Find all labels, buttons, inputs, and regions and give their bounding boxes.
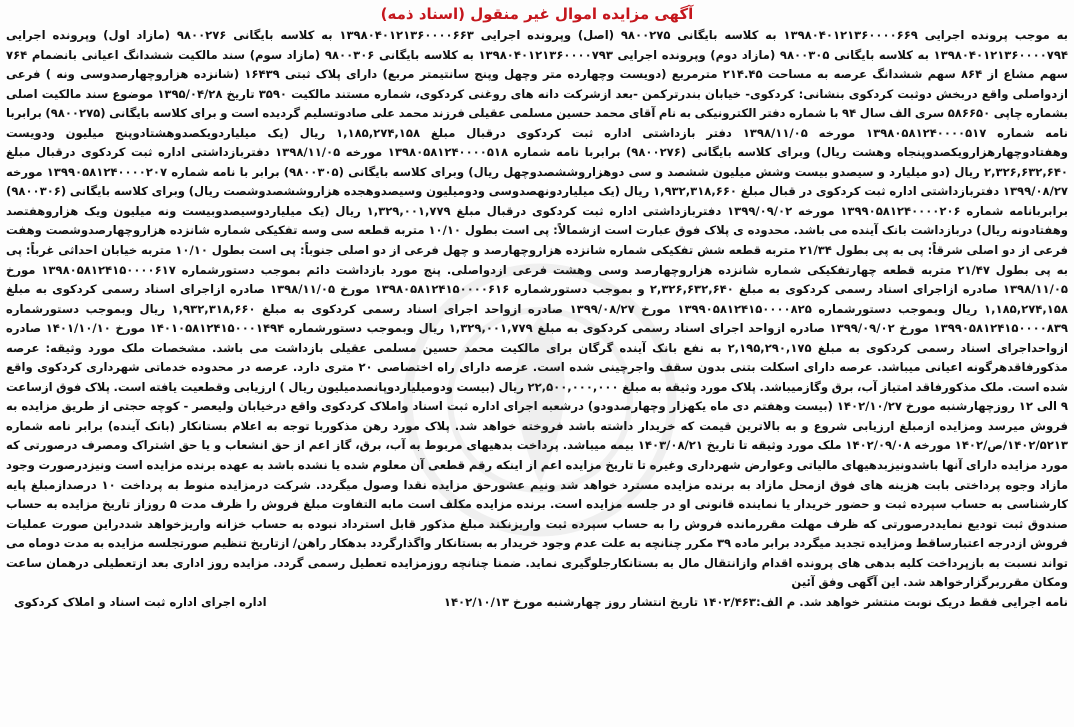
notice-signature: اداره اجرای اداره ثبت اسناد و املاک کردکوی: [14, 594, 267, 609]
notice-body: به موجب پرونده اجرایی ۱۳۹۸۰۴۰۱۲۱۳۶۰۰۰۰۶۶۹ به کلاسه بایگانی ۹۸۰۰۲۷۵ (اصل) وپرونده اجرایی ۱۳۹۸۰۴۰۱۲۱۳۶۰۰۰۰۶۶۳ به کلاسه بایگانی ۹۸۰۰۲۷۶ (مازاد اول) وپرونده اجرایی ۱۳۹۸۰۴۰۱۲۱۳۶۰۰۰۰۷۹۴ به کلاسه بایگانی ۹۸۰۰۳۰۵ (مازاد دوم) وپرونده اجرایی ۱۳۹۸۰۴۰۱۲۱۳۶۰۰۰۰۷۹۳ به کلاسه بایگانی ۹۸۰۰۳۰۶ (مازاد سوم) سند مالکیت ششدانگ اعیانی بانضمام ۷۶۴ سهم مشاع از ۸۶۴ سهم ششدانگ عرصه به مساحت ۲۱۴.۴۵ مترمربع (دویست وچهارده متر وچهل وپنج سانتیمتر مربع) دارای پلاک ثبتی ۱۶۴۳۹ (شانزده هزاروچهارصدوسی ونه ) فرعی ازدواصلی واقع دربخش دوثبت کردکوی بنشانی: کردکوی- خیابان بندرترکمن -بعد ازشرکت دانه های روغنی کردکوی، شماره مستند مالکیت ۳۵۹۰ تاریخ ۱۳۹۵/۰۴/۲۸ موضوع سند مالکیت اصلی بشماره چاپی ۵۸۶۶۵۰ سری الف سال ۹۴ با شماره دفتر الکترونیکی به نام آقای محمد حسین مسلمی عقیلی فرزند محمد علی صادوتسلیم گردیده است و برای کلاسه بایگانی (۹۸۰۰۲۷۵) برابربا نامه شماره ۱۳۹۸۰۵۸۱۲۴۰۰۰۰۵۱۷ مورخه ۱۳۹۸/۱۱/۰۵ دفتر بازداشتی اداره ثبت کردکوی درقبال مبلغ ۱,۱۸۵,۲۷۴,۱۵۸ ریال (یک میلیاردویکصدوهشتادوپنج میلیون ودویست وهفتادوچهارهزارویکصدوپنجاه وهشت ریال) وبرای کلاسه بایگانی (۹۸۰۰۲۷۶) برابربا نامه شماره ۱۳۹۸۰۵۸۱۲۴۰۰۰۰۵۱۸ مورخه ۱۳۹۸/۱۱/۰۵ دفتربازداشتی اداره ثبت کردکوی درقبال مبلغ ۲,۳۲۶,۶۳۲,۶۴۰ ریال (دو میلیارد و سیصدو بیست وشش میلیون ششصد و سی دوهزاروششصدوچهل ریال) وبرای کلاسه بایگانی (۹۸۰۰۳۰۵) برابر با نامه شماره ۱۳۹۹۰۵۸۱۲۴۰۰۰۰۲۰۷ مورخه ۱۳۹۹/۰۸/۲۷ دفتربازداشتی اداره ثبت کردکوی در قبال مبلغ ۱,۹۳۲,۳۱۸,۶۶۰ ریال (یک میلیاردونهصدوسی ودومیلیون وسیصدوهجده هزاروششصدوشصت ریال) وبرای کلاسه بایگانی (۹۸۰۰۳۰۶) برابربانامه شماره ۱۳۹۹۰۵۸۱۲۴۰۰۰۰۲۰۶ مورخه ۱۳۹۹/۰۹/۰۲ دفتربازداشتی اداره ثبت کردکوی درقبال مبلغ ۱,۳۲۹,۰۰۱,۷۷۹ ریال (یک میلیاردوسیصدوبیست ونه میلیون ویک هزاروهفتصد وهفتادونه ریال) دربازداشت بانک آینده می باشد. محدوده ی پلاک فوق عبارت است ازشمالاً: پی است بطول ۱۰/۱۰ متربه قطعه سی وسه تفکیکی شماره شانزده هزاروچهارصدوشصت وهفت فرعی از دو اصلی شرقاً: پی به پی بطول ۲۱/۳۴ متربه قطعه شش تفکیکی شماره شانزده هزاروچهارصد و چهل فرعی از دو اصلی جنوباً: پی است بطول ۱۰/۱۰ متربه خیابان احداثی غرباً: پی به پی بطول ۲۱/۴۷ متربه قطعه چهارتفکیکی شماره شانزده هزاروچهارصد وسی وهشت فرعی ازدواصلی. پنج مورد بازداشت دائم بموجب دستورشماره ۱۳۹۸۰۵۸۱۲۴۱۵۰۰۰۰۶۱۷ مورخ ۱۳۹۸/۱۱/۰۵ صادره ازاجرای اسناد رسمی کردکوی به مبلغ ۲,۳۲۶,۶۳۲,۶۴۰ و بموجب دستورشماره ۱۳۹۸۰۵۸۱۲۴۱۵۰۰۰۰۶۱۶ مورخ ۱۳۹۸/۱۱/۰۵ صادره ازاجرای اسناد رسمی کردکوی به مبلغ ۱,۱۸۵,۲۷۴,۱۵۸ ریال وبموجب دستورشماره ۱۳۹۹۰۵۸۱۲۴۱۵۰۰۰۰۸۲۵ مورخ ۱۳۹۹/۰۸/۲۷ صادره ازواحد اجرای اسناد رسمی کردکوی به مبلغ ۱,۹۳۲,۳۱۸,۶۶۰ ریال وبموجب دستورشماره ۱۳۹۹۰۵۸۱۲۴۱۵۰۰۰۰۸۳۹ مورخ ۱۳۹۹/۰۹/۰۲ صادره ازواحد اجرای اسناد رسمی کردکوی به مبلغ ۱,۳۲۹,۰۰۱,۷۷۹ ریال وبموجب دستورشماره ۱۴۰۱۰۵۸۱۲۴۱۵۰۰۰۱۴۹۴ مورخ ۱۴۰۱/۱۰/۱۰ صادره ازواحداجرای اسناد رسمی کردکوی به مبلغ ۲,۱۹۵,۲۹۰,۱۷۵ به نفع بانک آینده گرگان برای مالکیت محمد حسین مسلمی عقیلی بازداشت می باشد. مشخصات ملک مورد وثیقه: عرصه مذکورفاقدهرگونه اعیانی میباشد. عرصه دارای اسکلت بتنی بدون سقف واجرچینی شده است. عرصه دارای راه اختصاصی ۲۰ متری دارد. عرصه در محدوده خدماتی شهرداری کردکوی واقع شده است. ملک مذکورفاقد امتیاز آب، برق وگازمیباشد. پلاک مورد وثیقه به مبلغ ۲۲,۵۰۰,۰۰۰,۰۰۰ ریال (بیست ودومیلیاردوپانصدمیلیون ریال ) ارزیابی وقطعیت یافته است. پلاک فوق ازساعت ۹ الی ۱۲ روزچهارشنبه مورخ ۱۴۰۲/۱۰/۲۷ (بیست وهفتم دی ماه یکهزار وچهارصدودو) درشعبه اجرای اداره ثبت اسناد واملاک کردکوی واقع درخیابان ولیعصر - کوچه حجتی از طریق مزایده به فروش میرسد ومزایده ازمبلغ ارزیابی شروع و به بالاترین قیمت که خریدار داشته باشد فروخته خواهد شد. پلاک مورد رهن مذکوربا توجه به اعلام بستانکار (بانک آینده) برابر نامه شماره ۱۴۰۲/۵۲۱۳/ص/۱۴۰۲ مورخه ۱۴۰۲/۰۹/۰۸ ملک مورد وثیقه تا تاریخ ۱۴۰۳/۰۸/۲۱ بیمه میباشد. پرداخت بدهیهای مربوط به آب، برق، گاز اعم از حق انشعاب و یا حق اشتراک ومصرف درصورتی که مورد مزایده دارای آنها باشدونیزبدهیهای مالیاتی وعوارض شهرداری وغیره تا تاریخ مزایده اعم از اینکه رقم قطعی آن معلوم شده یا نشده باشد به عهده برنده مزایده است ونیزدرصورت وجود مازاد وجوه پرداختی بابت هزینه های فوق ازمحل مازاد به برنده مزایده مسترد خواهد شد ونیم عشورحق مزایده نقدا وصول میگردد. شرکت درمزایده منوط به پرداخت ۱۰ درصدازمبلغ پایه کارشناسی به حساب سپرده ثبت و حضور خریدار یا نماینده قانونی او در جلسه مزایده است. برنده مزایده مکلف است مابه التفاوت مبلغ فروش را ظرف مدت ۵ روزاز تاریخ مزایده به حساب صندوق ثبت تودیع نمایددرصورتی که ظرف مهلت مقررمانده فروش را به حساب سپرده ثبت واریزنکند مبلغ مذکور قابل استرداد نبوده به حساب خزانه واریزخواهد شددراین صورت عملیات فروش ازدرجه اعتبارساقط ومزایده تجدید میگردد برابر ماده ۳۹ مکرر چنانچه به علت عدم وجود خریدار به بستانکار واگذارگردد بدهکار راهن/ ازتاریخ تنظیم صورتجلسه مزایده به مدت دوماه می تواند نسبت به بازپرداخت کلیه بدهی های پرونده اقدام وازانتقال مال به بستانکارجلوگیری نماید. ضمنا چنانچه روزمزایده تعطیل رسمی گردد. مزایده روز اداری بعد ازتعطیلی درهمان ساعت ومکان مقرربرگزارخواهد شد. این آگهی وفق آئین: [6, 28, 1069, 590]
notice-title: آگهی مزایده اموال غیر منقول (اسناد ذمه): [380, 5, 694, 23]
notice-footer: [6, 593, 1068, 613]
notice-last-line: نامه اجرایی فقط دریک نوبت منتشر خواهد شد. م الف:۱۴۰۲/۴۶۳ تاریخ انتشار روز چهارشنبه مورخ ۱۴۰۲/۱۰/۱۳: [443, 594, 1068, 609]
